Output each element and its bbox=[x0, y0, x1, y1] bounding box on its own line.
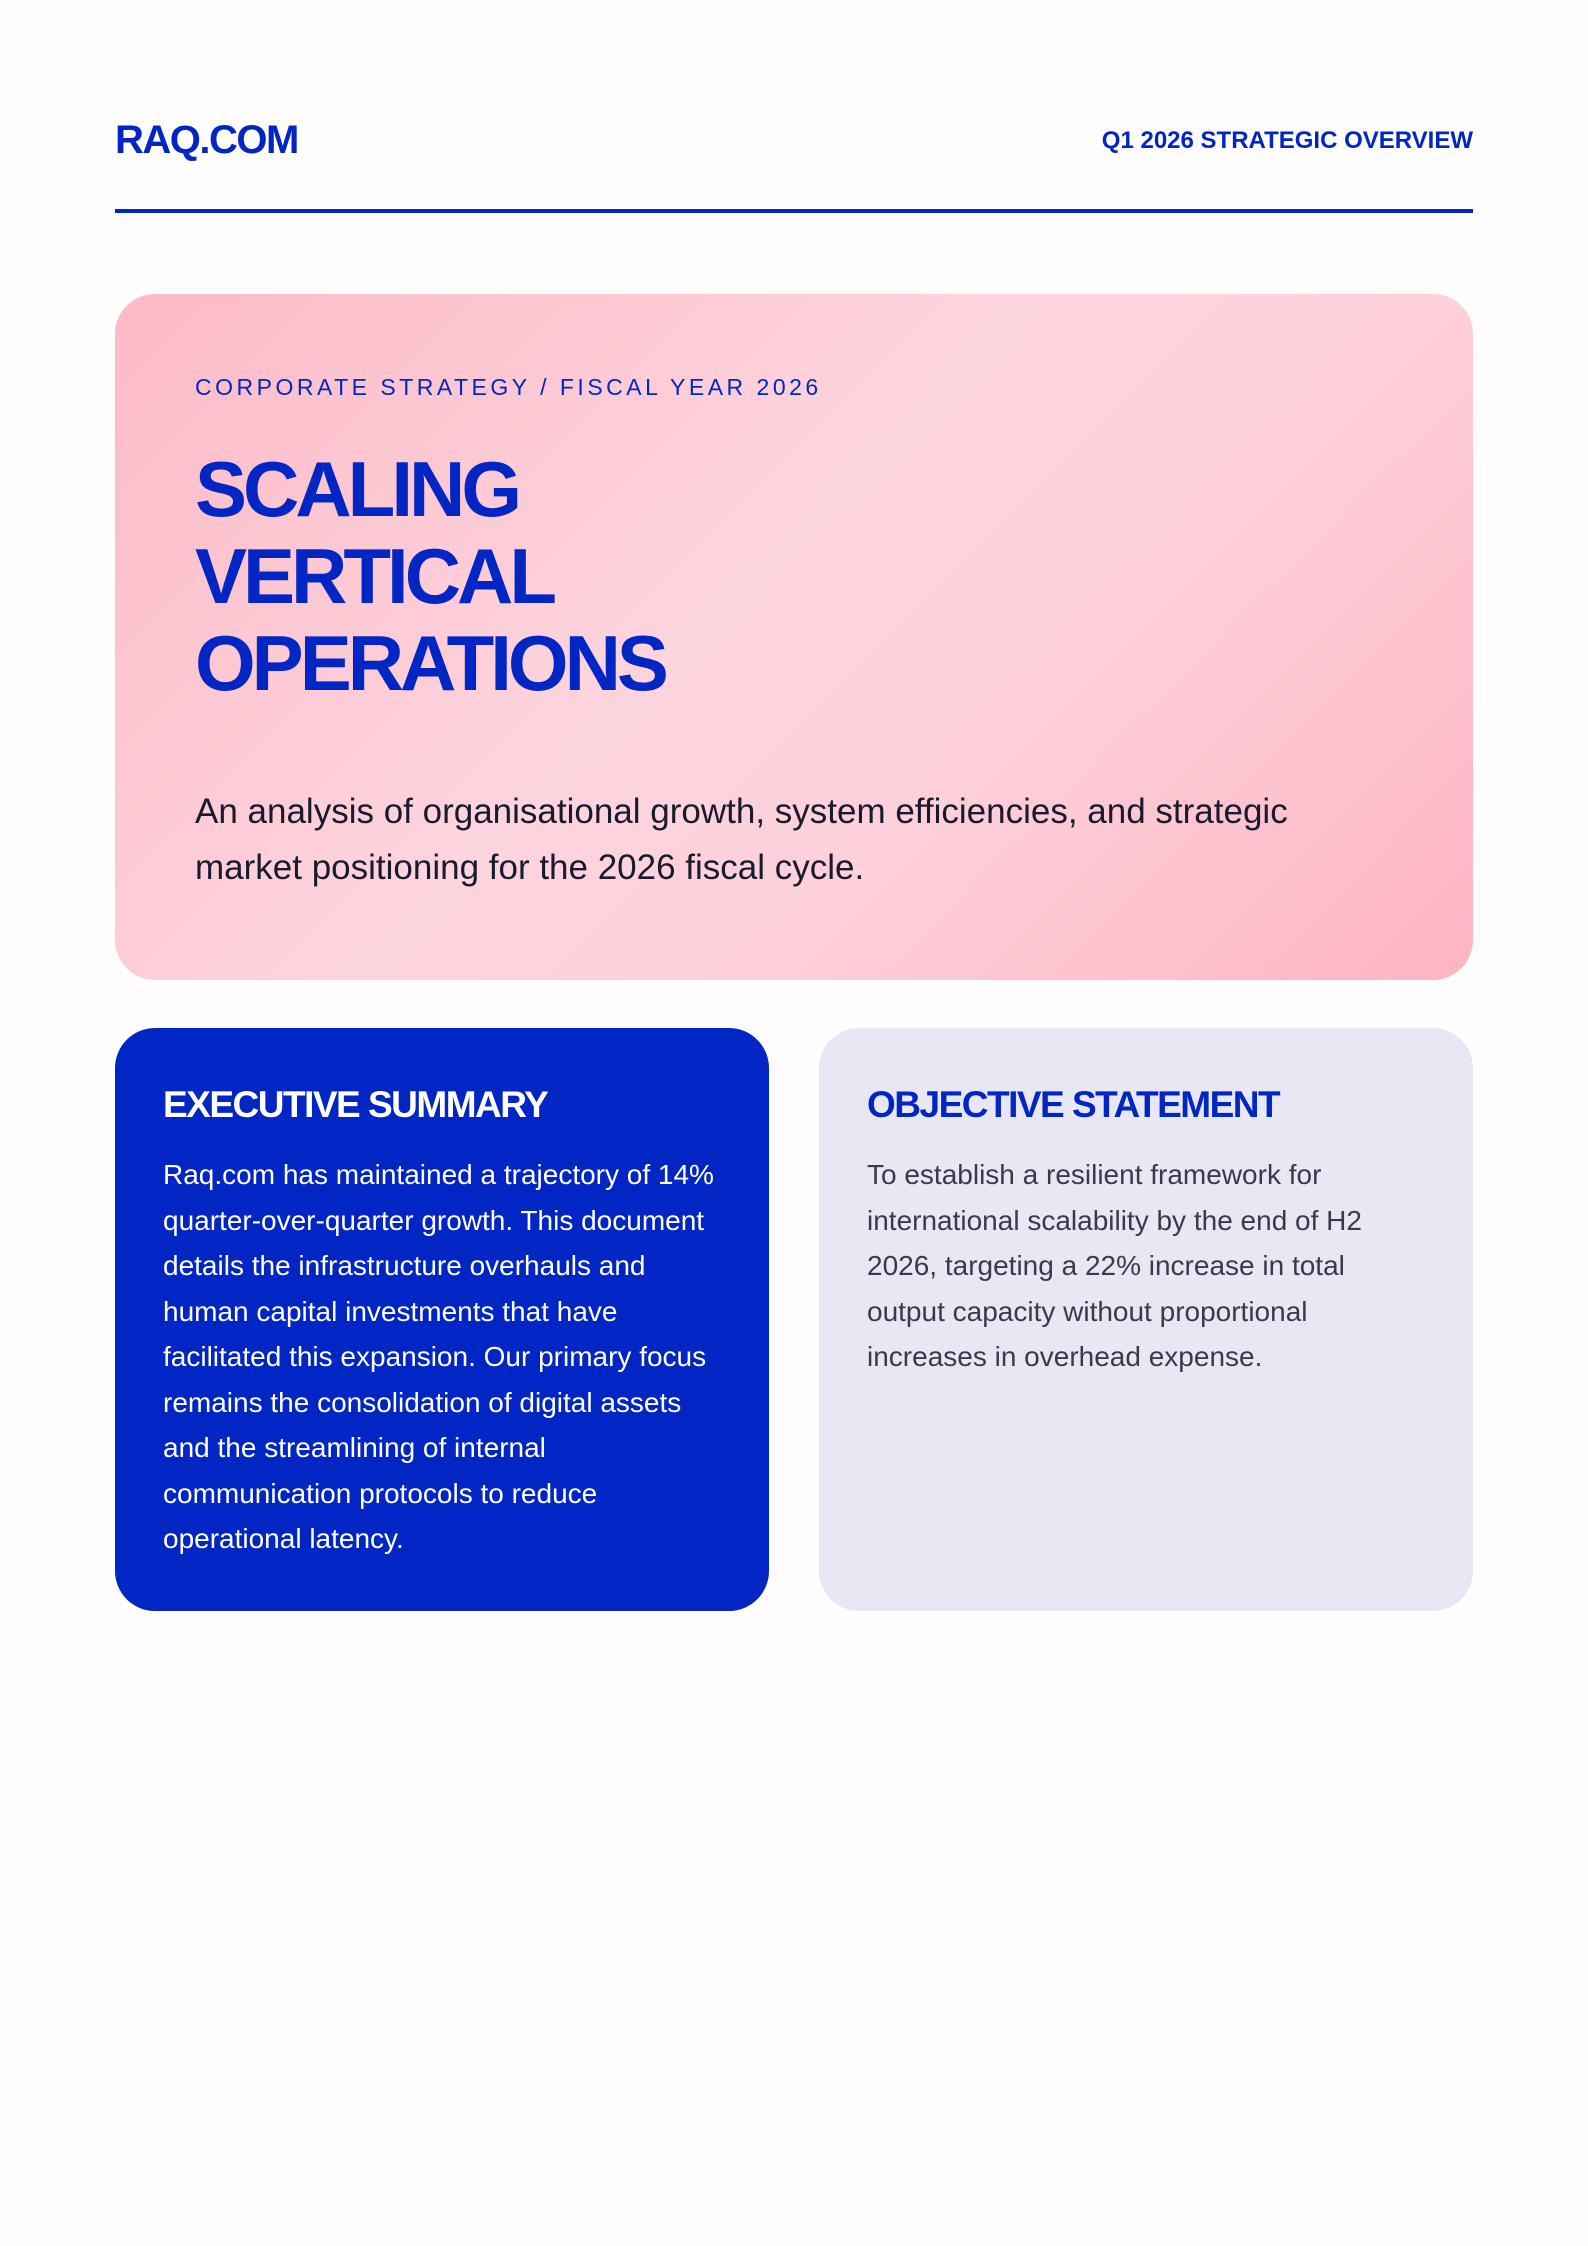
hero-title-line: VERTICAL bbox=[195, 532, 553, 620]
objective-statement-body: To establish a resilient framework for international scalability by the end of H2 2026, targeting a 22% increase in total output capacity without proportional increases in overhead expense. bbox=[867, 1159, 1362, 1372]
header-divider bbox=[115, 209, 1473, 213]
executive-summary-body: Raq.com has maintained a trajectory of 14% quarter-over-quarter growth. This document details the infrastructure overhauls and human capital investments that have facilitated this expansion. Our primary focus remains the consolidation of digital assets and the streamlining of internal communication protocols to reduce operational latency. bbox=[163, 1159, 714, 1554]
page-header bbox=[115, 118, 1473, 168]
executive-summary-heading: EXECUTIVE SUMMARY bbox=[163, 1084, 548, 1125]
hero-eyebrow: CORPORATE STRATEGY / FISCAL YEAR 2026 bbox=[195, 374, 822, 400]
hero-card bbox=[115, 294, 1473, 980]
hero-title-line: OPERATIONS bbox=[195, 619, 665, 707]
hero-title-line: SCALING bbox=[195, 445, 518, 533]
document-label: Q1 2026 STRATEGIC OVERVIEW bbox=[1101, 127, 1473, 154]
hero-title bbox=[195, 446, 995, 707]
executive-summary-card bbox=[115, 1028, 769, 1611]
brand-logo: RAQ.COM bbox=[115, 118, 298, 162]
objective-statement-card bbox=[819, 1028, 1473, 1611]
objective-statement-heading: OBJECTIVE STATEMENT bbox=[867, 1084, 1280, 1125]
hero-subtitle: An analysis of organisational growth, system efficiencies, and strategic market positioning for the 2026 fiscal cycle. bbox=[195, 792, 1288, 887]
